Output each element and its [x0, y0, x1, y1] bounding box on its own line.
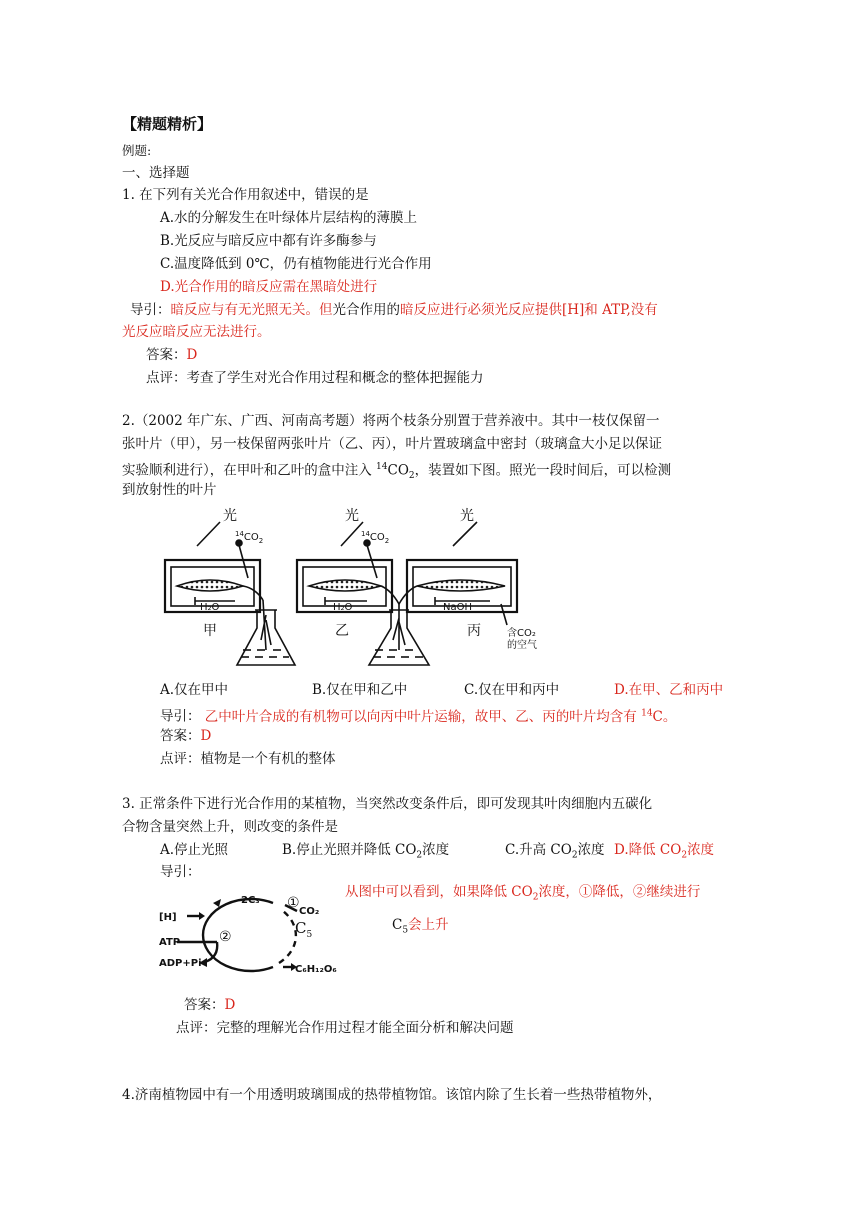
- q2-option-c: C.仅在甲和丙中: [464, 682, 560, 698]
- leaf-jia-label: 甲: [203, 623, 217, 639]
- q1-option-b: B.光反应与暗反应中都有许多酶参与: [160, 233, 377, 249]
- guide-text-red: 暗反应与有无光照无关。但: [170, 302, 333, 318]
- text: C。: [652, 708, 677, 725]
- q2-answer: [160, 726, 211, 746]
- q2-comment: 点评：植物是一个有机的整体: [160, 751, 336, 767]
- q3-guide-label: 导引：: [160, 864, 201, 880]
- q3-line1: 3. 正常条件下进行光合作用的某植物，当突然改变条件后，即可发现其叶肉细胞内五碳化: [122, 796, 653, 812]
- air-label: 含CO₂: [507, 628, 536, 639]
- answer-value: D: [186, 347, 198, 363]
- guide-label: 导引：: [160, 708, 201, 725]
- text: 从图中可以看到，如果降低 CO: [345, 884, 533, 900]
- h2o-label: H₂O: [200, 602, 220, 613]
- q3-guide-note: [345, 882, 700, 908]
- light-label: 光: [345, 508, 359, 524]
- h-label: [H]: [159, 912, 177, 923]
- q3-guide-note-2: [392, 915, 449, 941]
- q1-answer: [146, 345, 197, 365]
- subscript: 2: [416, 850, 423, 861]
- q1-guide-cont: 光反应暗反应无法进行。: [122, 324, 271, 340]
- example-label: 例题:: [122, 143, 152, 158]
- q2-option-a: A.仅在甲中: [160, 682, 229, 698]
- leaf-bing-label: 丙: [467, 623, 481, 639]
- guide-text-red: 暗反应进行必须光反应提供[H]和 ATP,没有: [400, 302, 658, 318]
- c5-label: $C_5$: [295, 919, 313, 940]
- air-label: 的空气: [507, 640, 537, 651]
- subscript: 2: [681, 850, 688, 861]
- text: C.升高 CO: [505, 842, 572, 858]
- subscript: 2: [408, 471, 415, 482]
- text: 浓度: [687, 842, 715, 858]
- step-1-marker: ①: [287, 895, 300, 911]
- part-heading: 一、选择题: [122, 165, 190, 181]
- glucose-label: C₆H₁₂O₆: [295, 964, 337, 975]
- step-2-marker: ②: [219, 929, 232, 945]
- text: ，装置如下图。照光一段时间后，可以检测: [414, 462, 672, 479]
- q3-comment: 点评：完整的理解光合作用过程才能全面分析和解决问题: [176, 1020, 514, 1036]
- co2-label: CO₂: [299, 906, 320, 917]
- guide-text-red: [205, 709, 677, 725]
- text: 浓度: [577, 842, 605, 858]
- q3-answer: [184, 995, 235, 1015]
- q2-guide: [160, 703, 676, 727]
- text: B.停止光照并降低 CO: [282, 842, 417, 858]
- q1-option-d: D.光合作用的暗反应需在黑暗处进行: [160, 279, 378, 295]
- subscript: 2: [571, 850, 578, 861]
- q2-option-d: D.在甲、乙和丙中: [614, 682, 724, 698]
- co2-label: $^{14}CO_2$: [235, 530, 264, 545]
- answer-label: 答案：: [184, 997, 225, 1013]
- answer-value: D: [200, 728, 212, 744]
- q1-stem: 1. 在下列有关光合作用叙述中，错误的是: [122, 187, 369, 203]
- adp-label: ADP+Pi: [159, 958, 202, 969]
- co2-label: $^{14}CO_2$: [361, 530, 390, 545]
- section-title: 【精题精析】: [122, 115, 213, 133]
- light-label: 光: [223, 508, 237, 524]
- atp-label: ATP: [159, 937, 181, 948]
- q4-line1: 4.济南植物园中有一个用透明玻璃围成的热带植物馆。该馆内除了生长着一些热带植物外，: [122, 1087, 662, 1103]
- answer-label: 答案：: [146, 347, 187, 363]
- text: CO: [387, 462, 409, 479]
- q1-guide: [130, 300, 658, 320]
- q2-line2: 张叶片（甲），另一枝保留两张叶片（乙、丙），叶片置玻璃盒中密封（玻璃盒大小足以保证: [122, 436, 662, 452]
- experiment-apparatus-figure: [155, 500, 575, 680]
- superscript: 14: [641, 708, 653, 718]
- h2o-label: H₂O: [333, 602, 353, 613]
- subscript: 2: [532, 892, 539, 903]
- q2-option-b: B.仅在甲和乙中: [312, 682, 408, 698]
- q3-option-c: [505, 840, 605, 866]
- guide-text: 光合作用的: [332, 302, 400, 318]
- text: 会上升: [408, 917, 449, 933]
- text: 乙中叶片合成的有机物可以向丙中叶片运输，故甲、乙、丙的叶片均含有: [204, 708, 642, 725]
- text: 浓度，①降低，②继续进行: [538, 884, 701, 900]
- superscript: 14: [376, 462, 388, 472]
- q2-line1: 2.（2002 年广东、广西、河南高考题）将两个枝条分别置于营养液中。其中一枝仅保留一: [122, 413, 660, 429]
- light-label: 光: [460, 508, 474, 524]
- text: C: [392, 917, 403, 933]
- q3-option-d: [614, 840, 714, 866]
- c3-label: 2C₃: [241, 895, 260, 906]
- q1-option-a: A.水的分解发生在叶绿体片层结构的薄膜上: [160, 210, 418, 226]
- q2-line4: 到放射性的叶片: [122, 482, 217, 498]
- text: 实验顺利进行），在甲叶和乙叶的盒中注入: [122, 462, 377, 479]
- guide-label: 导引：: [130, 302, 171, 318]
- answer-label: 答案：: [160, 728, 201, 744]
- text: 浓度: [422, 842, 450, 858]
- q1-comment: 点评：考查了学生对光合作用过程和概念的整体把握能力: [146, 370, 484, 386]
- q3-option-b: [282, 840, 449, 866]
- answer-value: D: [224, 997, 236, 1013]
- q3-option-a: A.停止光照: [160, 842, 229, 858]
- calvin-cycle-figure: [155, 883, 355, 983]
- naoh-label: NaOH: [443, 602, 472, 613]
- leaf-yi-label: 乙: [335, 623, 349, 639]
- text: D.降低 CO: [614, 842, 682, 858]
- q1-option-c: C.温度降低到 0℃，仍有植物能进行光合作用: [160, 256, 432, 272]
- q3-line2: 合物含量突然上升，则改变的条件是: [122, 819, 338, 835]
- subscript: 5: [402, 925, 409, 936]
